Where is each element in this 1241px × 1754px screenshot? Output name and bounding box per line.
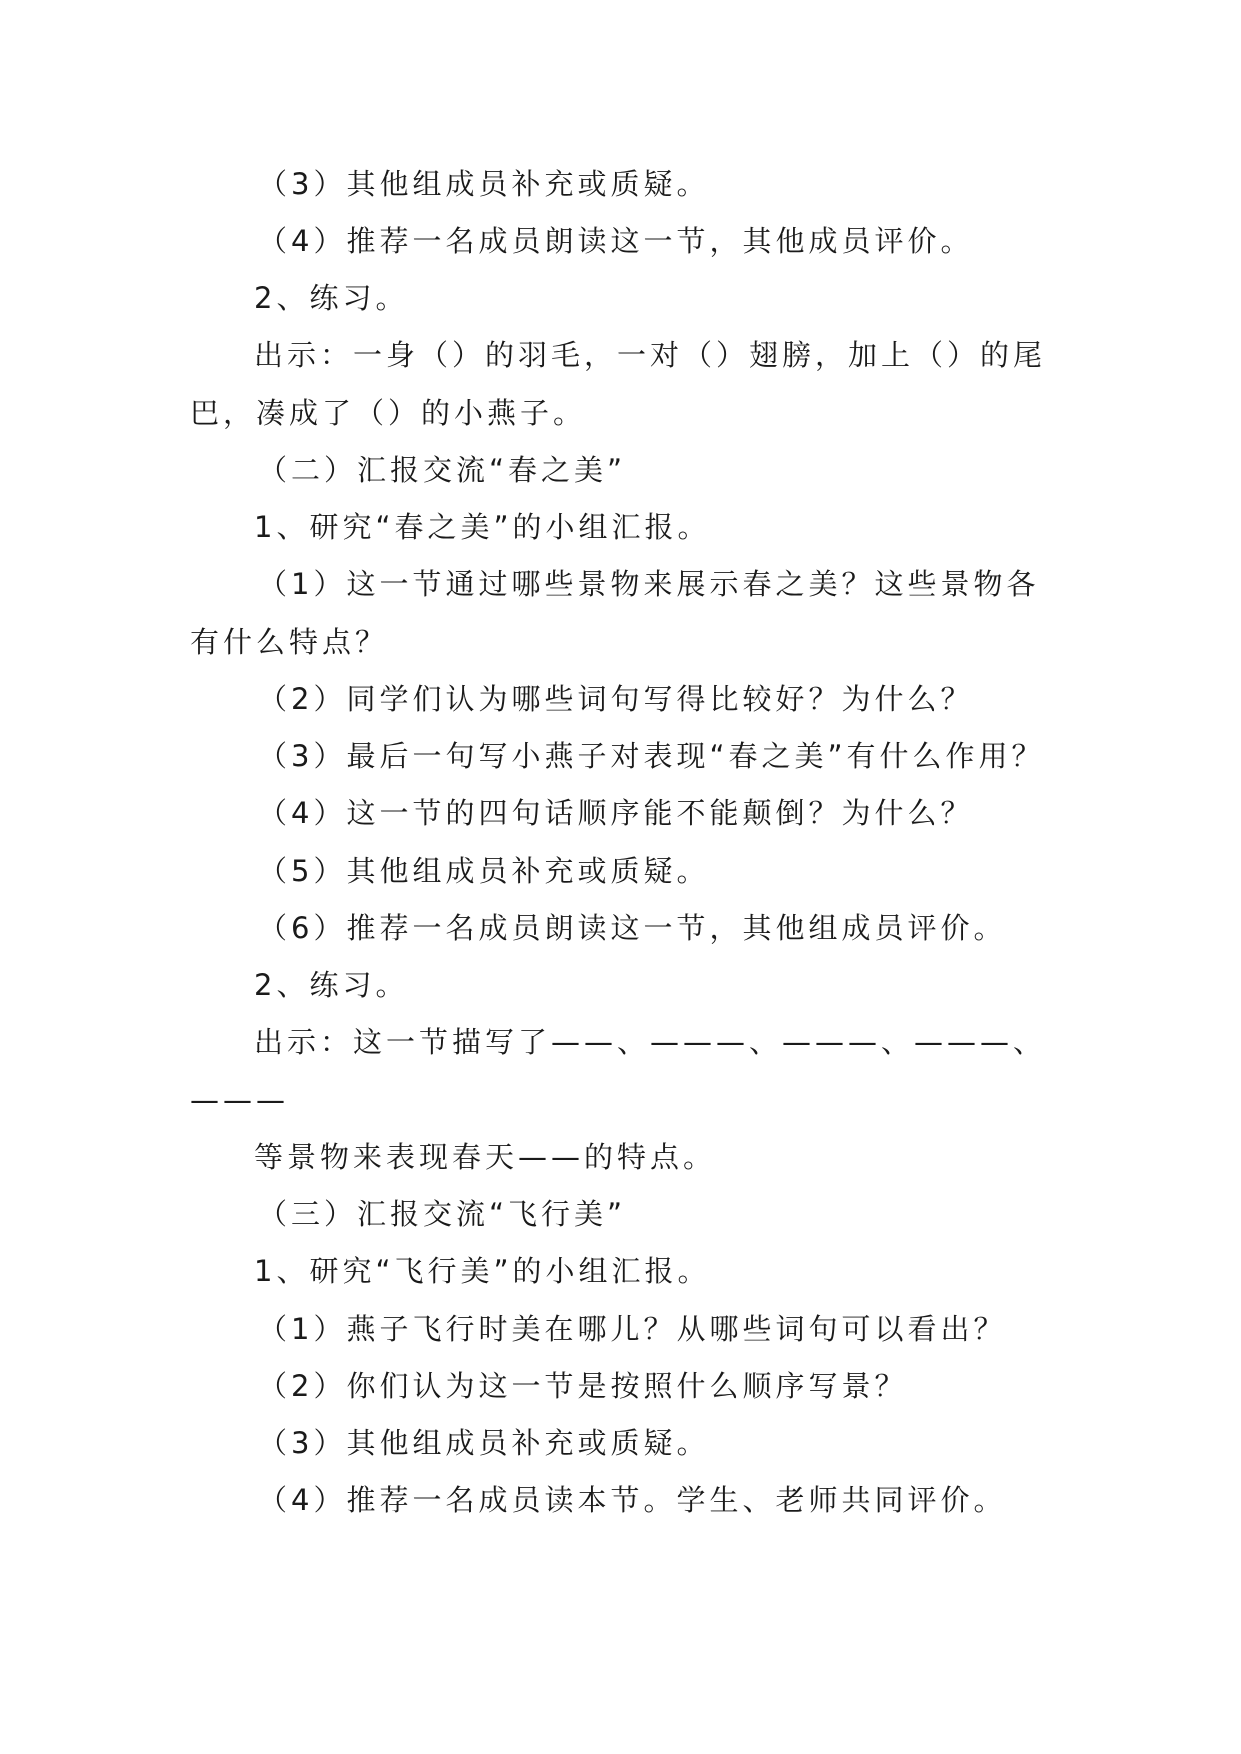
text-line: 2、练习。: [254, 281, 409, 315]
text-line: （1）燕子飞行时美在哪儿？从哪些词句可以看出？: [258, 1312, 1007, 1346]
text-line: 出示：这一节描写了——、———、———、———、: [254, 1025, 1047, 1059]
text-line: 1、研究“飞行美”的小组汇报。: [254, 1254, 711, 1288]
text-line: （3）最后一句写小燕子对表现“春之美”有什么作用？: [258, 739, 1045, 773]
text-line: （4）推荐一名成员读本节。学生、老师共同评价。: [258, 1483, 1007, 1517]
section-heading: （二）汇报交流“春之美”: [258, 453, 627, 487]
text-line: 等景物来表现春天——的特点。: [254, 1140, 717, 1174]
text-line: （3）其他组成员补充或质疑。: [258, 1426, 710, 1460]
text-line: 出示：一身（）的羽毛，一对（）翅膀，加上（）的尾: [254, 338, 1047, 372]
section-heading: （三）汇报交流“飞行美”: [258, 1197, 627, 1231]
text-line: （6）推荐一名成员朗读这一节，其他组成员评价。: [258, 911, 1007, 945]
text-line: ———: [190, 1083, 289, 1117]
text-line: 2、练习。: [254, 968, 409, 1002]
text-line: 巴，凑成了（）的小燕子。: [190, 396, 587, 430]
text-line: （5）其他组成员补充或质疑。: [258, 854, 710, 888]
text-line: （3）其他组成员补充或质疑。: [258, 167, 710, 201]
text-line: 有什么特点？: [190, 625, 389, 659]
text-line: （1）这一节通过哪些景物来展示春之美？这些景物各: [258, 567, 1040, 601]
text-line: （2）同学们认为哪些词句写得比较好？为什么？: [258, 682, 974, 716]
text-line: 1、研究“春之美”的小组汇报。: [254, 510, 711, 544]
text-line: （4）这一节的四句话顺序能不能颠倒？为什么？: [258, 796, 974, 830]
text-line: （4）推荐一名成员朗读这一节，其他成员评价。: [258, 224, 974, 258]
text-line: （2）你们认为这一节是按照什么顺序写景？: [258, 1369, 908, 1403]
